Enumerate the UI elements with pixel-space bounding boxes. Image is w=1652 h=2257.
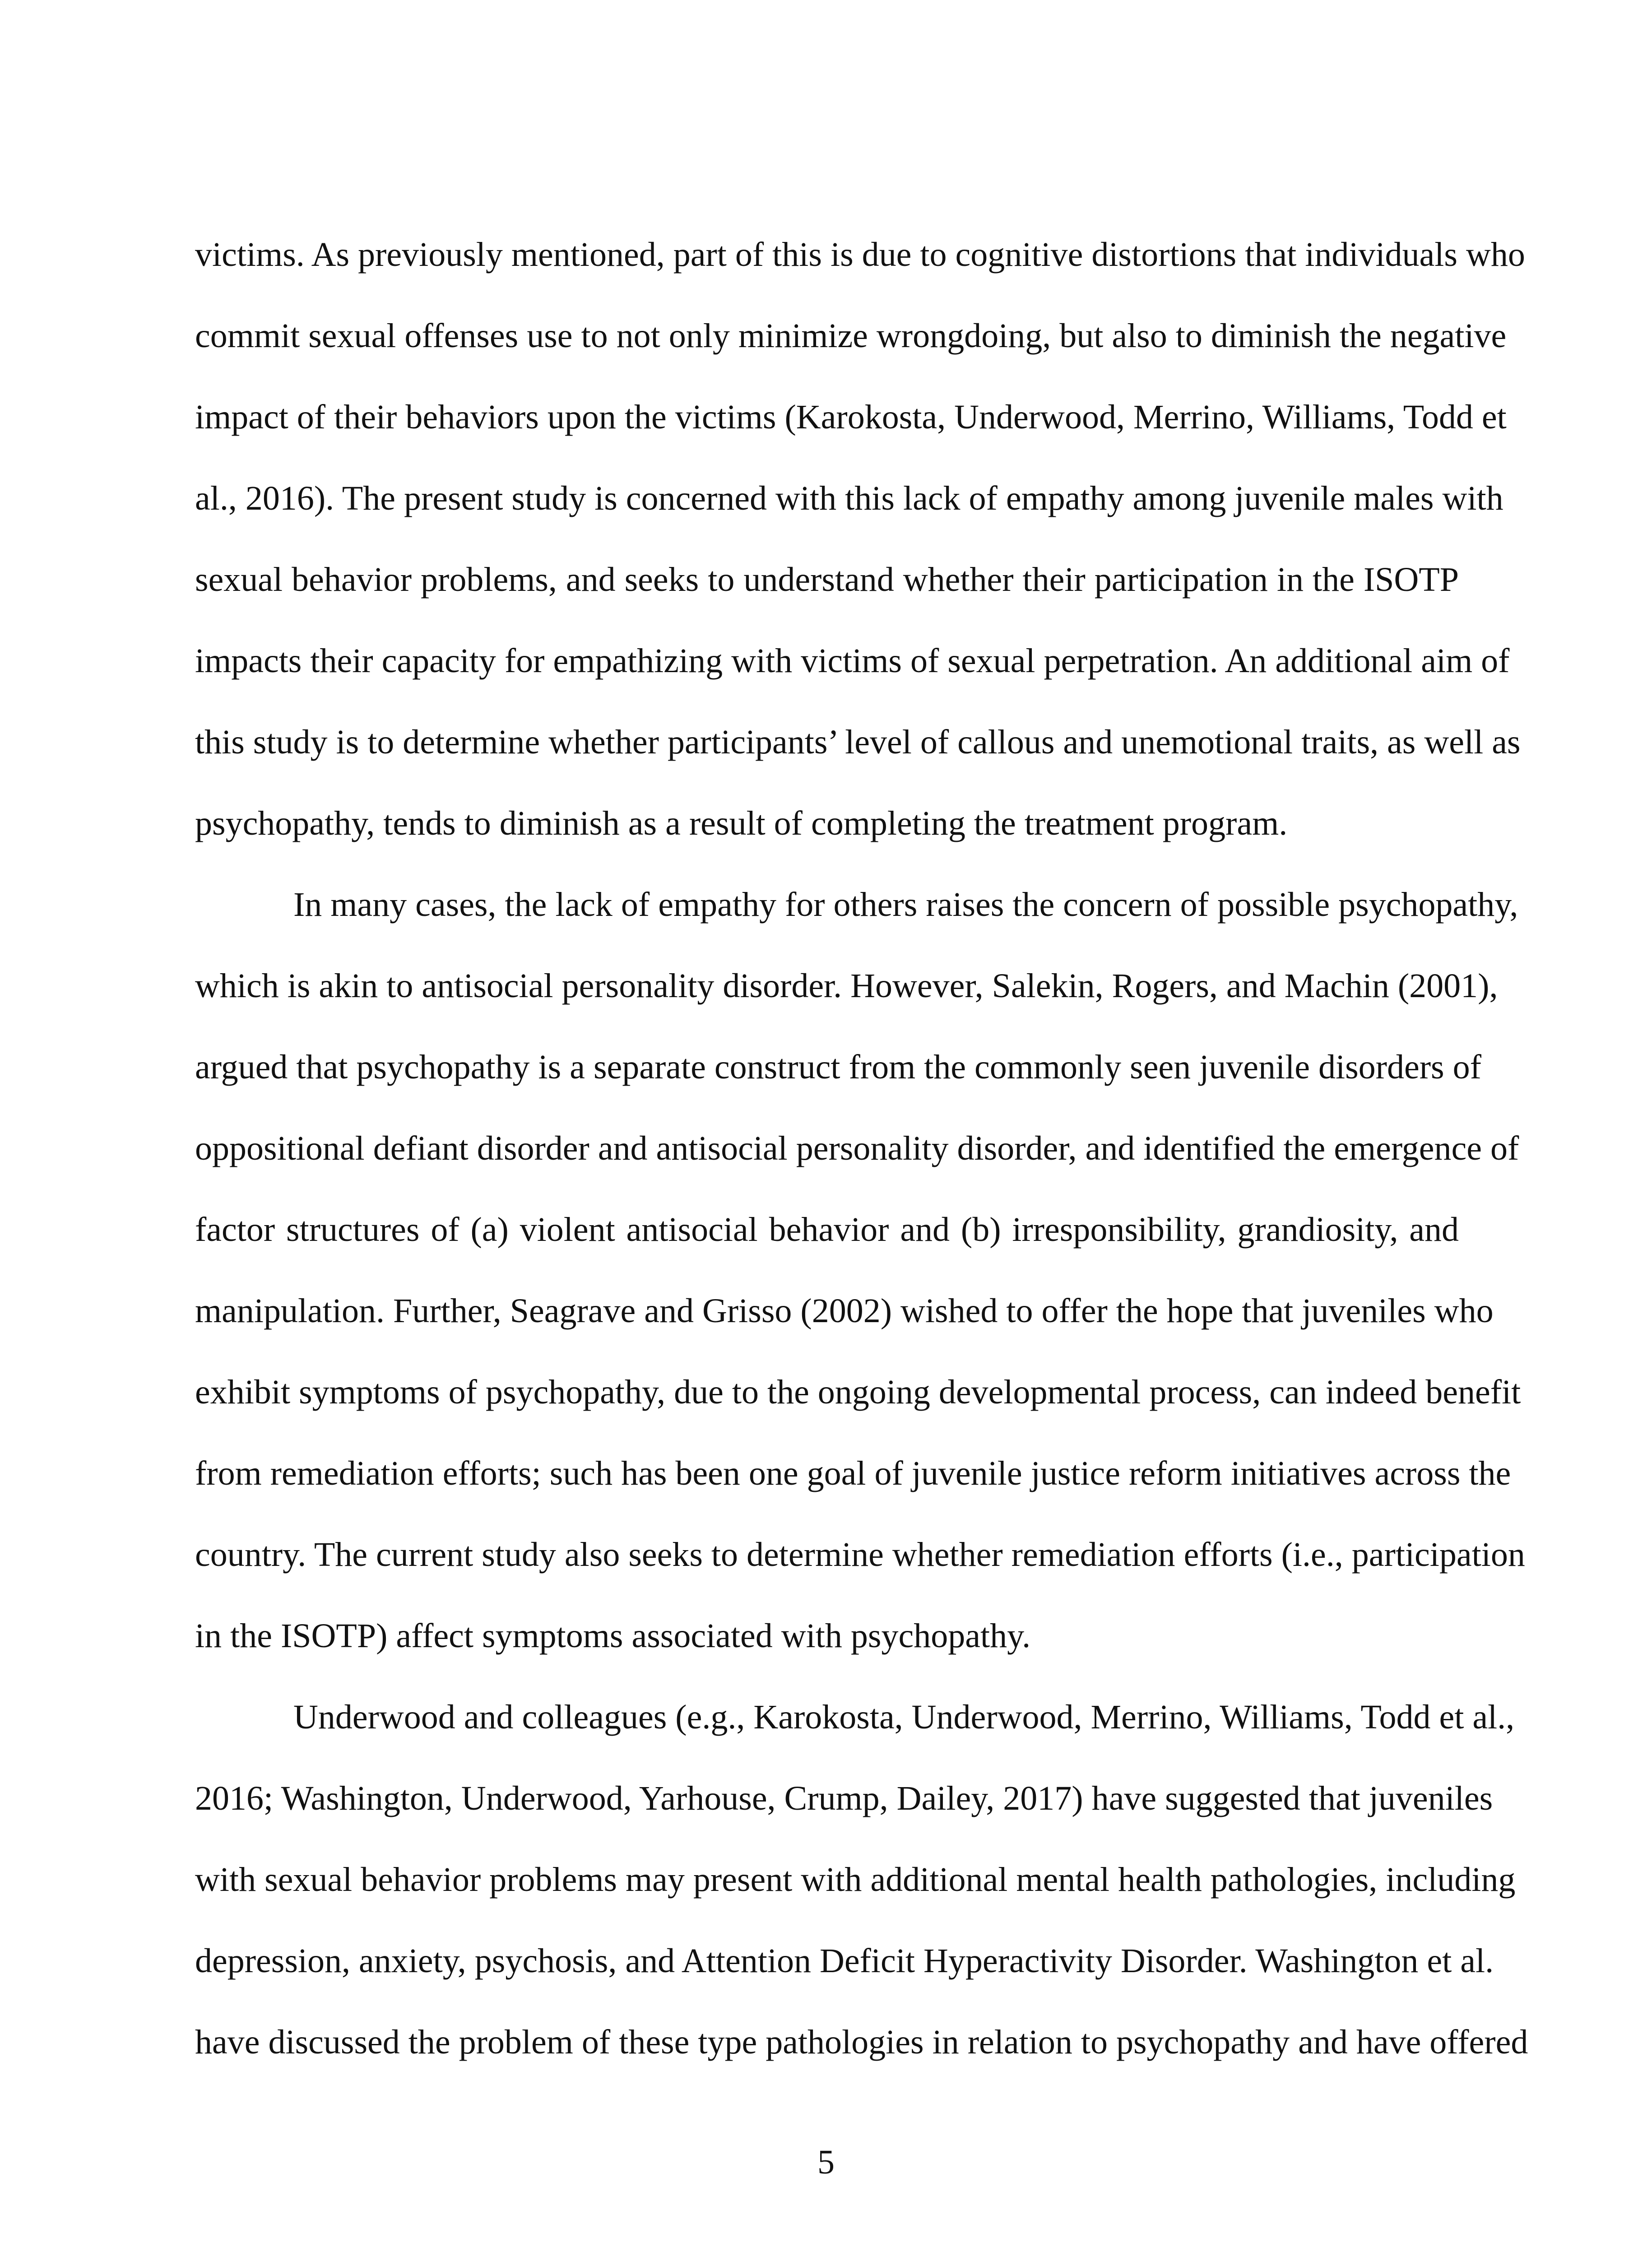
text-line: 2016; Washington, Underwood, Yarhouse, Crump, Dailey, 2017) have suggested that juveniles <box>195 1779 1493 1817</box>
text-line: commit sexual offenses use to not only minimize wrongdoing, but also to diminish the negative <box>195 317 1507 355</box>
text-line: impact of their behaviors upon the victims (Karokosta, Underwood, Merrino, Williams, Todd et <box>195 398 1507 436</box>
text-line: impacts their capacity for empathizing with victims of sexual perpetration. An additional aim of <box>195 642 1510 680</box>
text-line: with sexual behavior problems may present with additional mental health pathologies, including <box>195 1861 1516 1899</box>
text-line: from remediation efforts; such has been one goal of juvenile justice reform initiatives across the <box>195 1454 1511 1492</box>
page-number: 5 <box>817 2143 835 2181</box>
text-line: Underwood and colleagues (e.g., Karokosta, Underwood, Merrino, Williams, Todd et al., <box>293 1698 1515 1736</box>
text-line: have discussed the problem of these type pathologies in relation to psychopathy and have offered <box>195 2023 1528 2061</box>
text-line: this study is to determine whether participants’ level of callous and unemotional traits, as well as <box>195 723 1521 761</box>
text-line: sexual behavior problems, and seeks to understand whether their participation in the ISOTP <box>195 561 1459 599</box>
text-line: al., 2016). The present study is concerned with this lack of empathy among juvenile males with <box>195 479 1504 517</box>
text-line: psychopathy, tends to diminish as a result of completing the treatment program. <box>195 804 1288 842</box>
text-line: depression, anxiety, psychosis, and Attention Deficit Hyperactivity Disorder. Washington et al. <box>195 1942 1494 1980</box>
text-line: which is akin to antisocial personality disorder. However, Salekin, Rogers, and Machin (2001), <box>195 967 1498 1005</box>
body-text <box>195 214 1528 2083</box>
text-line: oppositional defiant disorder and antisocial personality disorder, and identified the emergence of <box>195 1129 1519 1167</box>
text-line: country. The current study also seeks to determine whether remediation efforts (i.e., participation <box>195 1536 1525 1574</box>
text-line: exhibit symptoms of psychopathy, due to the ongoing developmental process, can indeed benefit <box>195 1373 1521 1411</box>
text-line: In many cases, the lack of empathy for others raises the concern of possible psychopathy, <box>293 886 1518 924</box>
text-line: manipulation. Further, Seagrave and Grisso (2002) wished to offer the hope that juveniles who <box>195 1292 1494 1330</box>
text-line: in the ISOTP) affect symptoms associated with psychopathy. <box>195 1617 1031 1655</box>
text-line: argued that psychopathy is a separate construct from the commonly seen juvenile disorders of <box>195 1048 1481 1086</box>
text-line: factor structures of (a) violent antisocial behavior and (b) irresponsibility, grandiosity, and <box>195 1211 1459 1249</box>
text-line: victims. As previously mentioned, part of this is due to cognitive distortions that individuals who <box>195 236 1525 274</box>
